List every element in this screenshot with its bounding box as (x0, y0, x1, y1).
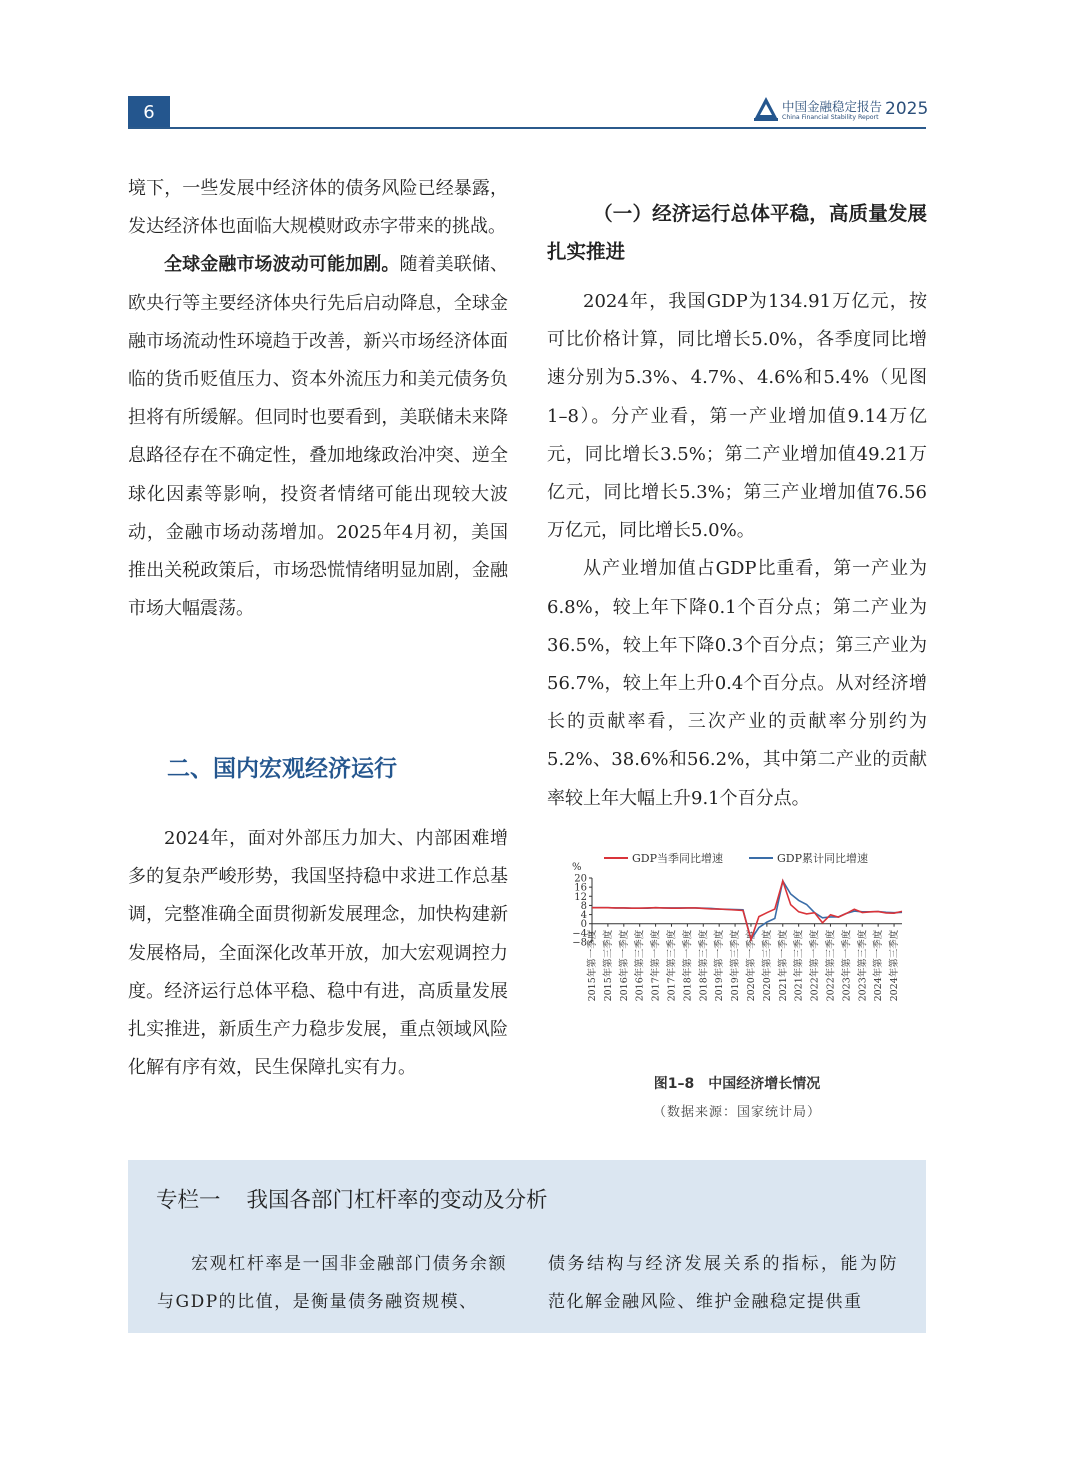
section-title: 二、国内宏观经济运行 (167, 756, 397, 782)
left-column-bottom (128, 820, 508, 1087)
x-tick-label: 2021年第一季度 (777, 929, 789, 1002)
bold-lead: 全球金融市场波动可能加剧。 (164, 254, 400, 276)
figure-source: （数据来源：国家统计局） (652, 1105, 821, 1120)
x-tick-label: 2020年第三季度 (761, 929, 773, 1002)
chart-svg (562, 846, 912, 1066)
paragraph (128, 246, 508, 628)
header-rule (128, 127, 926, 129)
y-tick-label: −4 (572, 928, 587, 940)
y-tick-label: 16 (574, 882, 587, 894)
x-tick-label: 2024年第一季度 (873, 929, 885, 1002)
y-tick-label: 0 (580, 919, 587, 931)
report-logo-icon (752, 96, 780, 122)
x-tick-label: 2020年第一季度 (745, 929, 757, 1002)
box-title-label: 专栏一 (156, 1188, 221, 1213)
paragraph: 从产业增加值占GDP比重看，第一产业为6.8%，较上年下降0.1个百分点；第二产业为36.5%，较上年下降0.3个百分点；第三产业为56.7%，较上年上升0.4个百分点。从对经济增长的贡献率看，三次产业的贡献率分别约为5.2%、38.6%和56.2%，其中第二产业的贡献率较上年大幅上升9.1个百分点。 (547, 558, 927, 809)
x-tick-label: 2019年第三季度 (730, 929, 742, 1002)
y-unit-label: % (572, 862, 582, 873)
y-tick-label: −8 (572, 937, 587, 949)
x-tick-label: 2022年第一季度 (809, 929, 821, 1002)
paragraph: 境下，一些发展中经济体的债务风险已经暴露，发达经济体也面临大规模财政赤字带来的挑战。 (128, 178, 508, 238)
x-tick-label: 2018年第三季度 (698, 929, 710, 1002)
x-tick-label: 2023年第一季度 (841, 929, 853, 1002)
x-tick-label: 2019年第一季度 (714, 929, 726, 1002)
y-tick-label: 4 (580, 910, 587, 922)
x-tick-label: 2015年第三季度 (602, 929, 614, 1002)
x-tick-label: 2017年第三季度 (666, 929, 678, 1002)
report-title-en: China Financial Stability Report (782, 114, 879, 121)
x-tick-label: 2018年第一季度 (682, 929, 694, 1002)
left-column-top (128, 170, 508, 628)
y-tick-label: 20 (574, 873, 587, 885)
box-title-text: 我国各部门杠杆率的变动及分析 (246, 1188, 548, 1213)
paragraph: 2024年，我国GDP为134.91万亿元，按可比价格计算，同比增长5.0%，各季度同比增速分别为5.3%、4.7%、4.6%和5.4%（见图1–8）。分产业看，第一产业增加值9.14万亿元，同比增长3.5%；第二产业增加值49.21万亿元，同比增长5.3%；第三产业增加值76.56万亿元，同比增长5.0%。 (547, 291, 927, 542)
x-tick-label: 2023年第三季度 (857, 929, 869, 1002)
subsection-title: （一）经济运行总体平稳，高质量发展扎实推进 (547, 202, 927, 263)
x-tick-label: 2015年第一季度 (587, 929, 598, 1002)
x-tick-label: 2017年第一季度 (650, 929, 662, 1002)
page-number: 6 (128, 96, 170, 129)
gdp-growth-chart (562, 846, 912, 1066)
legend-label: GDP累计同比增速 (777, 852, 869, 865)
x-tick-label: 2022年第三季度 (825, 929, 837, 1002)
report-year: 2025 (885, 99, 929, 119)
report-title-cn: 中国金融稳定报告 (782, 99, 883, 114)
y-tick-label: 12 (574, 891, 587, 903)
figure-title: 图1–8 中国经济增长情况 (653, 1076, 821, 1092)
paragraph: 2024年，面对外部压力加大、内部困难增多的复杂严峻形势，我国坚持稳中求进工作总基调，完整准确全面贯彻新发展理念，加快构建新发展格局，全面深化改革开放，加大宏观调控力度。经济运行总体平稳、稳中有进，高质量发展扎实推进，新质生产力稳步发展，重点领域风险化解有序有效，民生保障扎实有力。 (128, 828, 508, 1079)
box-right-text: 债务结构与经济发展关系的指标，能为防范化解金融风险、维护金融稳定提供重 (548, 1254, 898, 1312)
x-tick-label: 2016年第三季度 (634, 929, 646, 1002)
box-left-text: 宏观杠杆率是一国非金融部门债务余额与GDP的比值，是衡量债务融资规模、 (157, 1254, 507, 1312)
x-tick-label: 2024年第三季度 (889, 929, 901, 1002)
paragraph-text: 随着美联储、欧央行等主要经济体央行先后启动降息，全球金融市场流动性环境趋于改善，新兴市场经济体面临的货币贬值压力、资本外流压力和美元债务负担将有所缓解。但同时也要看到，美联储未来降息路径存在不确定性，叠加地缘政治冲突、逆全球化因素等影响，投资者情绪可能出现较大波动，金融市场动荡增加。2025年4月初，美国推出关税政策后，市场恐慌情绪明显加剧，金融市场大幅震荡。 (128, 254, 509, 620)
x-tick-label: 2021年第三季度 (793, 929, 805, 1002)
box-title (156, 1183, 548, 1214)
y-tick-label: 8 (580, 900, 587, 912)
right-column (547, 283, 927, 818)
legend-label: GDP当季同比增速 (632, 852, 724, 865)
x-tick-label: 2016年第一季度 (618, 929, 630, 1002)
